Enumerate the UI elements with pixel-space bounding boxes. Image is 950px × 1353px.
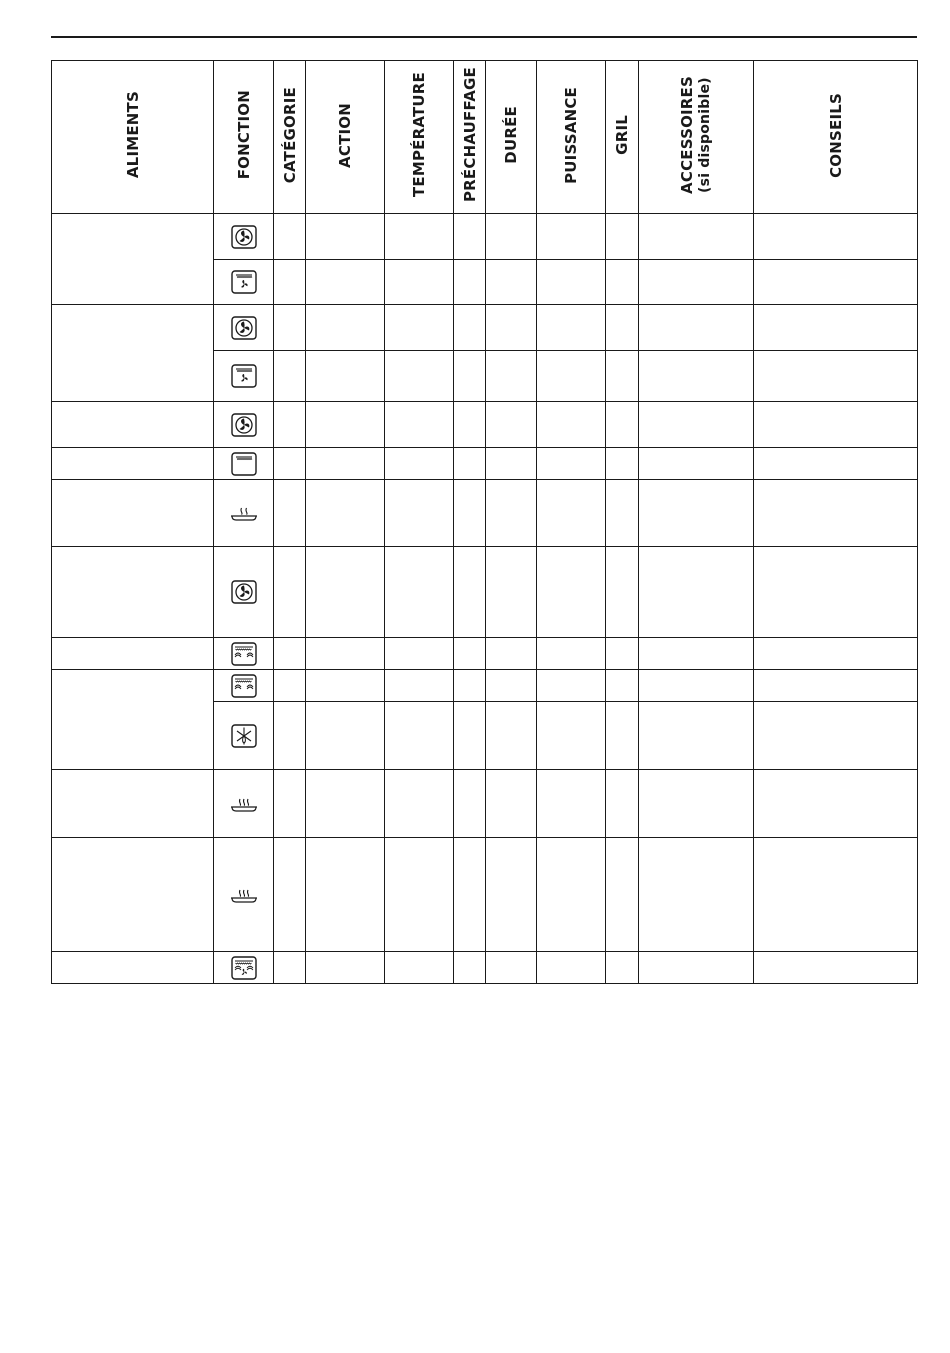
fan-circle-icon <box>231 225 257 249</box>
table-row <box>52 547 918 638</box>
conseils-cell <box>754 448 918 480</box>
header-action: ACTION <box>306 61 385 214</box>
gril-cell <box>606 670 639 702</box>
puissance-cell <box>537 214 606 260</box>
aliments-cell <box>52 638 214 670</box>
temperature-cell <box>385 214 454 260</box>
conseils-cell <box>754 838 918 952</box>
gril-cell <box>606 638 639 670</box>
header-row <box>52 61 918 214</box>
gril-cell <box>606 402 639 448</box>
fan-top-heat-icon <box>231 364 257 388</box>
aliments-cell <box>52 770 214 838</box>
table-row <box>52 952 918 984</box>
duree-cell <box>486 214 537 260</box>
duree-cell <box>486 670 537 702</box>
action-cell <box>306 214 385 260</box>
header-puissance: PUISSANCE <box>537 61 606 214</box>
table-row <box>52 480 918 547</box>
categorie-cell <box>274 402 306 448</box>
conseils-cell <box>754 638 918 670</box>
temperature-cell <box>385 448 454 480</box>
categorie-cell <box>274 448 306 480</box>
aliments-cell <box>52 547 214 638</box>
temperature-cell <box>385 770 454 838</box>
action-cell <box>306 402 385 448</box>
steam-plate-3-icon <box>229 885 259 905</box>
header-conseils: CONSEILS <box>754 61 918 214</box>
categorie-cell <box>274 547 306 638</box>
action-cell <box>306 670 385 702</box>
fonction-cell <box>214 214 274 260</box>
aliments-cell <box>52 952 214 984</box>
accessoires-cell <box>639 480 754 547</box>
fan-circle-icon <box>231 413 257 437</box>
action-cell <box>306 260 385 305</box>
duree-cell <box>486 402 537 448</box>
table-row <box>52 448 918 480</box>
accessoires-label: ACCESSOIRES <box>678 76 696 194</box>
conseils-cell <box>754 952 918 984</box>
action-cell <box>306 952 385 984</box>
fonction-cell <box>214 952 274 984</box>
conseils-cell <box>754 260 918 305</box>
gril-cell <box>606 838 639 952</box>
duree-cell <box>486 770 537 838</box>
table-row <box>52 670 918 702</box>
fan-top-heat-icon <box>231 270 257 294</box>
action-cell <box>306 448 385 480</box>
duree-cell <box>486 638 537 670</box>
duree-cell <box>486 448 537 480</box>
categorie-cell <box>274 952 306 984</box>
gril-cell <box>606 480 639 547</box>
grill-fan-icon <box>231 956 257 980</box>
puissance-cell <box>537 547 606 638</box>
gril-cell <box>606 770 639 838</box>
gril-cell <box>606 305 639 351</box>
categorie-cell <box>274 638 306 670</box>
fonction-cell <box>214 670 274 702</box>
accessoires-cell <box>639 547 754 638</box>
grill-waves-icon <box>231 642 257 666</box>
puissance-cell <box>537 952 606 984</box>
temperature-cell <box>385 547 454 638</box>
gril-cell <box>606 260 639 305</box>
fonction-cell <box>214 305 274 351</box>
categorie-cell <box>274 702 306 770</box>
prechauffage-cell <box>454 351 486 402</box>
prechauffage-cell <box>454 770 486 838</box>
aliments-cell <box>52 480 214 547</box>
conseils-cell <box>754 770 918 838</box>
temperature-cell <box>385 702 454 770</box>
accessoires-cell <box>639 214 754 260</box>
fonction-cell <box>214 448 274 480</box>
temperature-cell <box>385 305 454 351</box>
cooking-guide-table <box>51 60 918 984</box>
table-row <box>52 770 918 838</box>
duree-cell <box>486 480 537 547</box>
fonction-cell <box>214 402 274 448</box>
prechauffage-cell <box>454 402 486 448</box>
accessoires-cell <box>639 260 754 305</box>
grill-waves-icon <box>231 674 257 698</box>
gril-cell <box>606 702 639 770</box>
duree-cell <box>486 547 537 638</box>
duree-cell <box>486 702 537 770</box>
fan-circle-icon <box>231 316 257 340</box>
prechauffage-cell <box>454 702 486 770</box>
prechauffage-cell <box>454 638 486 670</box>
puissance-cell <box>537 638 606 670</box>
header-gril: GRIL <box>606 61 639 214</box>
conseils-cell <box>754 480 918 547</box>
conseils-cell <box>754 670 918 702</box>
puissance-cell <box>537 305 606 351</box>
prechauffage-cell <box>454 670 486 702</box>
accessoires-cell <box>639 838 754 952</box>
action-cell <box>306 480 385 547</box>
prechauffage-cell <box>454 480 486 547</box>
categorie-cell <box>274 838 306 952</box>
temperature-cell <box>385 670 454 702</box>
accessoires-cell <box>639 351 754 402</box>
action-cell <box>306 638 385 670</box>
accessoires-cell <box>639 702 754 770</box>
duree-cell <box>486 351 537 402</box>
temperature-cell <box>385 638 454 670</box>
puissance-cell <box>537 702 606 770</box>
puissance-cell <box>537 838 606 952</box>
fonction-cell <box>214 770 274 838</box>
categorie-cell <box>274 305 306 351</box>
categorie-cell <box>274 480 306 547</box>
accessoires-cell <box>639 305 754 351</box>
puissance-cell <box>537 770 606 838</box>
categorie-cell <box>274 351 306 402</box>
prechauffage-cell <box>454 305 486 351</box>
accessoires-cell <box>639 402 754 448</box>
fonction-cell <box>214 547 274 638</box>
top-heat-icon <box>231 452 257 476</box>
categorie-cell <box>274 670 306 702</box>
action-cell <box>306 351 385 402</box>
accessoires-cell <box>639 638 754 670</box>
puissance-cell <box>537 402 606 448</box>
accessoires-cell <box>639 670 754 702</box>
duree-cell <box>486 838 537 952</box>
fonction-cell <box>214 480 274 547</box>
temperature-cell <box>385 351 454 402</box>
puissance-cell <box>537 260 606 305</box>
temperature-cell <box>385 952 454 984</box>
aliments-cell <box>52 305 214 402</box>
conseils-cell <box>754 547 918 638</box>
header-fonction: FONCTION <box>214 61 274 214</box>
accessoires-cell <box>639 952 754 984</box>
table-row <box>52 305 918 351</box>
categorie-cell <box>274 260 306 305</box>
conseils-cell <box>754 402 918 448</box>
aliments-cell <box>52 448 214 480</box>
prechauffage-cell <box>454 260 486 305</box>
top-rule <box>51 36 917 38</box>
conseils-cell <box>754 214 918 260</box>
steam-plate-3-icon <box>229 794 259 814</box>
table-row <box>52 838 918 952</box>
header-prechauffage: PRÉCHAUFFAGE <box>454 61 486 214</box>
puissance-cell <box>537 480 606 547</box>
temperature-cell <box>385 260 454 305</box>
action-cell <box>306 838 385 952</box>
fonction-cell <box>214 838 274 952</box>
categorie-cell <box>274 214 306 260</box>
table-row <box>52 638 918 670</box>
fonction-cell <box>214 638 274 670</box>
action-cell <box>306 305 385 351</box>
accessoires-cell <box>639 770 754 838</box>
conseils-cell <box>754 351 918 402</box>
gril-cell <box>606 547 639 638</box>
puissance-cell <box>537 351 606 402</box>
steam-plate-2-icon <box>229 503 259 523</box>
table-row <box>52 214 918 260</box>
action-cell <box>306 770 385 838</box>
duree-cell <box>486 952 537 984</box>
prechauffage-cell <box>454 952 486 984</box>
table-row <box>52 402 918 448</box>
temperature-cell <box>385 402 454 448</box>
fan-circle-icon <box>231 580 257 604</box>
defrost-icon <box>231 724 257 748</box>
conseils-cell <box>754 305 918 351</box>
categorie-cell <box>274 770 306 838</box>
gril-cell <box>606 448 639 480</box>
aliments-cell <box>52 214 214 305</box>
duree-cell <box>486 260 537 305</box>
prechauffage-cell <box>454 448 486 480</box>
duree-cell <box>486 305 537 351</box>
gril-cell <box>606 952 639 984</box>
header-categorie: CATÉGORIE <box>274 61 306 214</box>
fonction-cell <box>214 702 274 770</box>
accessoires-sublabel: (si disponible) <box>697 77 713 193</box>
accessoires-cell <box>639 448 754 480</box>
temperature-cell <box>385 480 454 547</box>
fonction-cell <box>214 351 274 402</box>
action-cell <box>306 547 385 638</box>
prechauffage-cell <box>454 547 486 638</box>
prechauffage-cell <box>454 838 486 952</box>
header-temperature: TEMPÉRATURE <box>385 61 454 214</box>
header-aliments: ALIMENTS <box>52 61 214 214</box>
temperature-cell <box>385 838 454 952</box>
aliments-cell <box>52 402 214 448</box>
header-duree: DURÉE <box>486 61 537 214</box>
aliments-cell <box>52 838 214 952</box>
puissance-cell <box>537 448 606 480</box>
action-cell <box>306 702 385 770</box>
aliments-cell <box>52 670 214 770</box>
prechauffage-cell <box>454 214 486 260</box>
gril-cell <box>606 214 639 260</box>
gril-cell <box>606 351 639 402</box>
conseils-cell <box>754 702 918 770</box>
fonction-cell <box>214 260 274 305</box>
header-accessoires <box>639 61 754 214</box>
puissance-cell <box>537 670 606 702</box>
